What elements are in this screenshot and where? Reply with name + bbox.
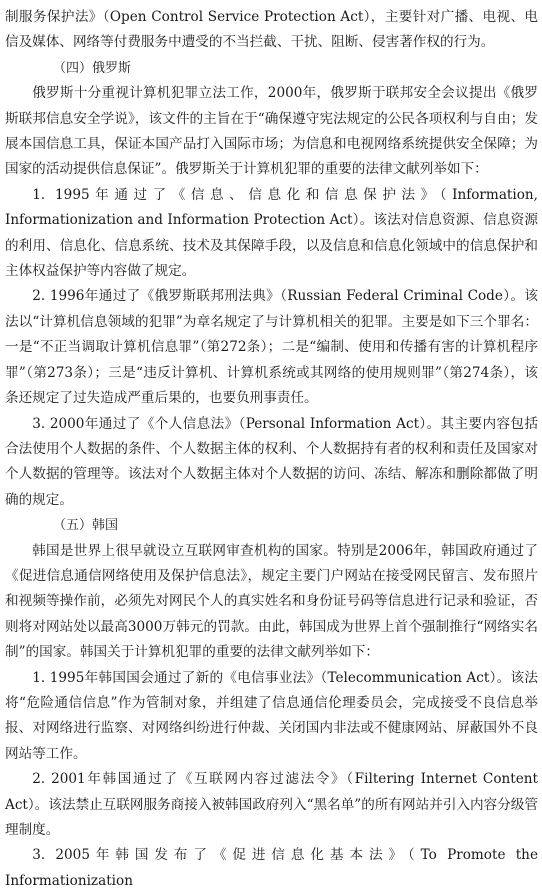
paragraph-korea-item-1: 1. 1995年韩国国会通过了新的《电信事业法》（Telecommunication Act）。该法将“危险通信信息”作为管制对象，并组建了信息通信伦理委员会，完成接受不良信息举报、对网络进行监察、对网络纠纷进行仲裁、关闭国内非法或不健康网站、屏蔽国外不良网站等工作。 — [5, 669, 538, 762]
section-heading-russia: （四）俄罗斯 — [53, 60, 132, 76]
paragraph-korea-item-3: 3. 2005年韩国发布了《促进信息化基本法》（To Promote the Informationization — [5, 847, 538, 889]
document-page — [5, 5, 538, 894]
paragraph-russia-intro: 俄罗斯十分重视计算机犯罪立法工作，2000年，俄罗斯于联邦安全会议提出《俄罗斯联邦信息安全学说》，该文件的主旨在于“确保遵守宪法规定的公民各项权利与自由；发展本国信息工具，保证本国产品打入国际市场；为信息和电视网络系统提供安全保障；为国家的活动提供信息保证”。俄罗斯关于计算机犯罪的重要的法律文献列举如下： — [5, 85, 538, 178]
paragraph-russia-item-1: 1. 1995年通过了《信息、信息化和信息保护法》（Information, Informationization and Information Protection Act）。该法对信息资源、信息资源的利用、信息化、信息系统、技术及其保障手段，以及信息和信息化领域中的信息保护和主体权益保护等内容做了规定。 — [5, 186, 538, 280]
paragraph-russia-item-2: 2. 1996年通过了《俄罗斯联邦刑法典》（Russian Federal Criminal Code）。该法以“计算机信息领域的犯罪”为章名规定了与计算机相关的犯罪。主要是如下三个罪名：一是“不正当调取计算机信息罪”（第272条）；二是“编制、使用和传播有害的计算机程序罪”（第273条）；三是“违反计算机、计算机系统或其网络的使用规则罪”（第274条），该条还规定了过失造成严重后果的，也要负刑事责任。 — [5, 288, 538, 407]
paragraph-continuation: 制服务保护法》（Open Control Service Protection Act），主要针对广播、电视、电信及媒体、网络等付费服务中遭受的不当拦截、干扰、阻断、侵害著作权的行为。 — [5, 9, 538, 51]
section-heading-korea: （五）韩国 — [53, 518, 119, 534]
paragraph-korea-intro: 韩国是世界上很早就设立互联网审查机构的国家。特别是2006年，韩国政府通过了《促进信息通信网络使用及保护信息法》，规定主要门户网站在接受网民留言、发布照片和视频等操作前，必须先对网民个人的真实姓名和身份证号码等信息进行记录和验证，否则将对网站处以最高3000万韩元的罚款。由此，韩国成为世界上首个强制推行“网络实名制”的国家。韩国关于计算机犯罪的重要的法律文献列举如下： — [5, 542, 538, 661]
paragraph-russia-item-3: 3. 2000年通过了《个人信息法》（Personal Information Act）。其主要内容包括合法使用个人数据的条件、个人数据主体的权利、个人数据持有者的权利和责任及国家对个人数据的管理等。该法对个人数据主体对个人数据的访问、冻结、解冻和删除都做了明确的规定。 — [5, 415, 538, 508]
paragraph-korea-item-2: 2. 2001年韩国通过了《互联网内容过滤法令》（Filtering Internet Content Act）。该法禁止互联网服务商接入被韩国政府列入“黑名单”的所有网站并引入内容分级管理制度。 — [5, 771, 538, 838]
